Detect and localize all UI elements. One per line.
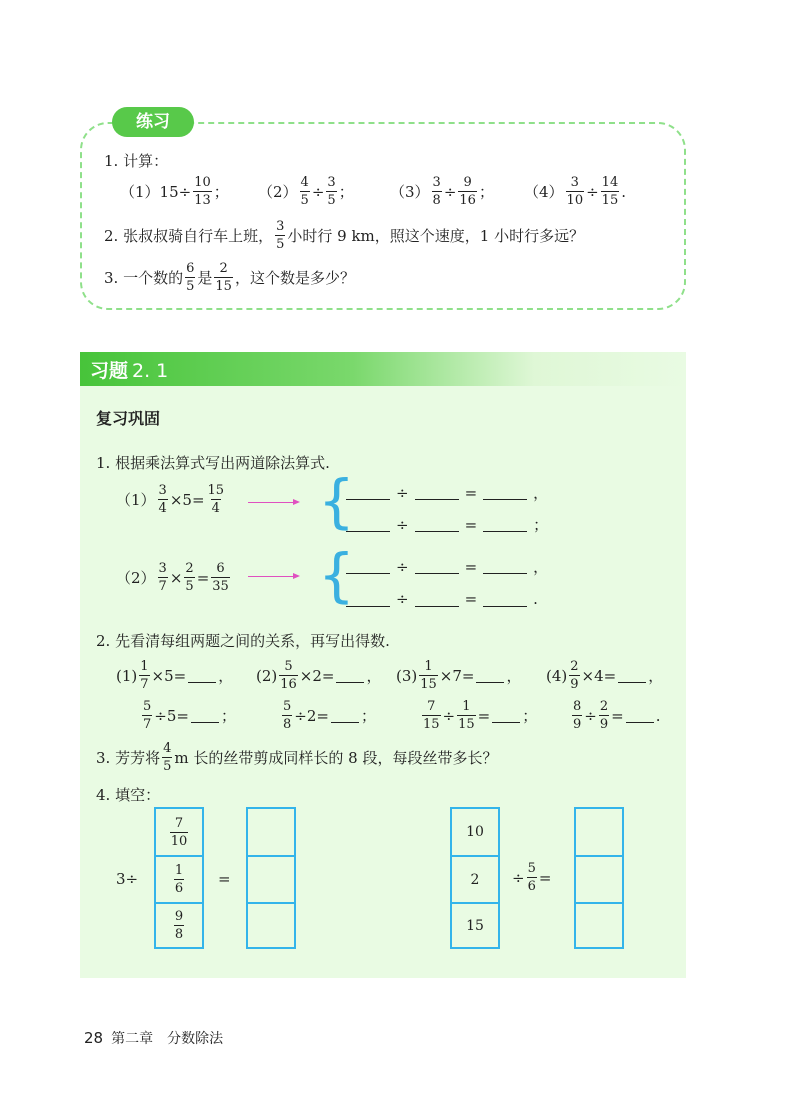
punct: ； — [220, 707, 236, 725]
fraction: $\frac{3}{4}$ — [158, 483, 167, 516]
operator: ÷ — [443, 182, 457, 201]
eq-sign: = — [464, 483, 478, 502]
answer-cell[interactable] — [248, 809, 294, 855]
punct: ， — [533, 484, 549, 502]
operator: ×7= — [439, 666, 475, 685]
punct: . — [655, 706, 661, 725]
fraction: $\frac{5}{7}$ — [143, 699, 152, 732]
q4-cell — [156, 855, 202, 902]
q2-item — [116, 660, 233, 691]
answer-cell[interactable] — [576, 855, 622, 902]
fraction: $\frac{5}{8}$ — [283, 699, 292, 732]
answer-blank[interactable] — [483, 485, 527, 500]
operator: ×4= — [581, 666, 617, 685]
answer-blank[interactable] — [483, 592, 527, 607]
fraction: $\frac{9}{8}$ — [174, 909, 184, 942]
fraction: $\frac{4}{5}$ — [163, 741, 172, 774]
fraction: $\frac{2}{9}$ — [599, 699, 609, 732]
eq-sign: = — [538, 868, 552, 887]
answer-blank[interactable] — [618, 668, 646, 683]
answer-blank[interactable] — [346, 485, 390, 500]
operator: ÷ — [584, 706, 597, 725]
chapter-label: 第二章 — [111, 1031, 154, 1047]
punct: ； — [338, 183, 354, 201]
eq-sign: = — [477, 706, 491, 725]
q2-item — [280, 700, 376, 731]
q4-left-answer-column — [246, 807, 296, 949]
fraction: $\frac{3}{10}$ — [566, 175, 584, 208]
answer-blank[interactable] — [492, 708, 520, 723]
practice-q1-item-1 — [120, 176, 229, 207]
q1-label-text: 1. 计算： — [104, 152, 169, 170]
answer-blank[interactable] — [346, 559, 390, 574]
item-index: （1） — [116, 491, 156, 509]
item-index: （2） — [258, 183, 298, 201]
section-heading: 复习巩固 — [96, 409, 161, 428]
q4-left-prefix: 3÷ — [116, 870, 139, 888]
punct: ； — [522, 707, 538, 725]
operator: ×5= — [151, 666, 187, 685]
operator: ÷ — [586, 182, 599, 201]
exercise-title — [90, 356, 168, 383]
answer-cell[interactable] — [576, 809, 622, 855]
answer-blank[interactable] — [415, 485, 459, 500]
fraction: $\frac{6}{5}$ — [186, 261, 195, 294]
punct: ， — [506, 667, 522, 685]
q3-text-post: ，这个数是多少？ — [234, 269, 355, 287]
answer-blank[interactable] — [476, 668, 504, 683]
fraction: $\frac{6}{35}$ — [212, 561, 229, 594]
practice-q1-item-3 — [390, 176, 494, 207]
div-sign: ÷ — [396, 483, 409, 502]
div-sign: ÷ — [512, 868, 525, 887]
div-sign: ÷ — [396, 515, 409, 534]
q2-item — [396, 660, 522, 691]
q4-cell: 2 — [452, 855, 498, 902]
fraction: $\frac{3}{5}$ — [327, 175, 336, 208]
q2-item — [570, 700, 661, 731]
answer-blank[interactable] — [626, 708, 654, 723]
answer-blank[interactable] — [336, 668, 364, 683]
answer-blank[interactable] — [346, 517, 390, 532]
fraction: $\frac{10}{13}$ — [194, 175, 211, 208]
exercise-title-text: 习题 — [90, 360, 129, 382]
answer-blank[interactable] — [331, 708, 359, 723]
fraction: $\frac{1}{15}$ — [420, 659, 437, 692]
punct: ， — [648, 667, 664, 685]
answer-cell[interactable] — [248, 855, 294, 902]
fraction: $\frac{1}{7}$ — [140, 659, 149, 692]
left-brace-icon: { — [318, 541, 355, 609]
answer-blank[interactable] — [188, 668, 216, 683]
q3-text-mid: 是 — [197, 269, 213, 287]
item-index: (4) — [546, 666, 568, 685]
fraction: $\frac{7}{15}$ — [423, 699, 440, 732]
answer-blank[interactable] — [415, 559, 459, 574]
eq-sign: = — [196, 568, 210, 587]
fraction: $\frac{8}{9}$ — [573, 699, 582, 732]
punct: ， — [218, 667, 234, 685]
item-index: （1） — [120, 183, 160, 201]
fraction: $\frac{14}{15}$ — [601, 175, 619, 208]
fraction: $\frac{5}{6}$ — [527, 861, 536, 894]
answer-blank[interactable] — [415, 517, 459, 532]
left-brace-icon: { — [318, 467, 355, 535]
q2-item — [256, 660, 382, 691]
q4-cell — [156, 902, 202, 947]
q4-cell — [156, 809, 202, 855]
q3-text-pre: 3. 一个数的 — [104, 269, 184, 287]
punct: ， — [366, 667, 382, 685]
answer-blank[interactable] — [415, 592, 459, 607]
arrow-icon — [248, 502, 298, 503]
punct: ， — [533, 558, 549, 576]
answer-cell[interactable] — [248, 902, 294, 947]
practice-tag: 练习 — [112, 107, 194, 137]
fraction: $\frac{15}{4}$ — [207, 483, 225, 516]
exercise-number: 2. 1 — [132, 360, 169, 382]
punct: ； — [478, 183, 494, 201]
operator: ÷ — [178, 182, 192, 201]
fraction: $\frac{5}{16}$ — [280, 659, 297, 692]
div-sign: ÷ — [396, 590, 409, 608]
fraction: $\frac{1}{15}$ — [458, 699, 475, 732]
eq-sign: = — [611, 706, 624, 725]
operator: ×2= — [299, 666, 335, 685]
q4-right-operator — [512, 862, 551, 893]
practice-q1-label — [104, 150, 168, 171]
item-index: （4） — [524, 183, 564, 201]
eq-sign: = — [464, 590, 478, 608]
q4-left-input-column — [154, 807, 204, 949]
page-number: 28 — [84, 1029, 104, 1047]
fraction: $\frac{3}{5}$ — [276, 219, 285, 252]
punct: . — [621, 182, 626, 201]
punct: ； — [533, 516, 549, 534]
punct: ； — [360, 707, 376, 725]
exercise-q2-label — [96, 630, 390, 651]
q3-text-pre: 3. 芳芳将 — [96, 749, 161, 767]
exercise-q1-part2 — [116, 562, 232, 593]
fraction: $\frac{4}{5}$ — [300, 175, 309, 208]
eq-sign: = — [218, 870, 231, 888]
chapter-title: 分数除法 — [167, 1031, 224, 1047]
division-row — [340, 514, 548, 535]
fraction: $\frac{9}{16}$ — [459, 175, 476, 208]
operator: ÷ — [311, 182, 325, 201]
division-row — [340, 556, 548, 577]
page-footer — [84, 1028, 223, 1048]
q2-item — [420, 700, 537, 731]
operator: ÷2= — [294, 706, 329, 725]
q4-cell: 10 — [466, 824, 484, 840]
fraction: $\frac{3}{7}$ — [158, 561, 167, 594]
q2-text-pre: 2. 张叔叔骑自行车上班， — [104, 227, 274, 245]
operator: ÷5= — [154, 706, 189, 725]
answer-blank[interactable] — [483, 517, 527, 532]
item-index: （2） — [116, 569, 156, 587]
exercise-q4-label — [96, 784, 160, 805]
q2-text-post: 小时行 9 km，照这个速度，1 小时行多远？ — [287, 227, 585, 245]
fraction: $\frac{2}{5}$ — [185, 561, 194, 594]
punct: . — [533, 590, 538, 608]
whole-number: 15 — [159, 182, 179, 201]
q2-item — [140, 700, 236, 731]
q4-label-text: 4. 填空： — [96, 786, 161, 804]
answer-blank[interactable] — [346, 592, 390, 607]
answer-blank[interactable] — [483, 559, 527, 574]
fraction: $\frac{2}{9}$ — [570, 659, 579, 692]
q4-cell: 15 — [452, 902, 498, 947]
div-sign: ÷ — [396, 557, 409, 576]
operator: ÷ — [442, 706, 456, 725]
item-index: （3） — [390, 183, 430, 201]
q2-item — [546, 660, 663, 691]
fraction: $\frac{7}{10}$ — [170, 815, 188, 849]
exercise-q1-part1 — [116, 484, 227, 515]
practice-q2 — [104, 220, 584, 251]
answer-blank[interactable] — [191, 708, 219, 723]
q1-label-text: 1. 根据乘法算式写出两道除法算式. — [96, 454, 330, 472]
practice-q1-item-4 — [524, 176, 626, 207]
division-row — [340, 482, 548, 503]
q4-right-answer-column — [574, 807, 624, 949]
q2-label-text: 2. 先看清每组两题之间的关系，再写出得数. — [96, 632, 390, 650]
fraction: $\frac{2}{15}$ — [215, 261, 232, 294]
exercise-q3 — [96, 742, 497, 773]
item-index: (2) — [256, 666, 278, 685]
eq-sign: = — [464, 557, 478, 576]
item-index: (3) — [396, 666, 418, 685]
practice-q1-item-2 — [258, 176, 354, 207]
eq-sign: = — [464, 515, 478, 534]
practice-q3 — [104, 262, 355, 293]
exercise-header-bar — [80, 352, 686, 386]
answer-cell[interactable] — [576, 902, 622, 947]
operator: × — [169, 568, 183, 587]
q3-text-post: m 长的丝带剪成同样长的 8 段，每段丝带多长？ — [174, 749, 498, 767]
item-index: (1) — [116, 666, 138, 685]
punct: ； — [213, 183, 229, 201]
q4-right-input-column — [450, 807, 500, 949]
fraction: $\frac{1}{6}$ — [174, 863, 184, 896]
operator: ×5= — [169, 490, 205, 509]
fraction: $\frac{3}{8}$ — [432, 175, 441, 208]
arrow-icon — [248, 576, 298, 577]
division-row — [340, 590, 538, 608]
exercise-q1-label — [96, 452, 330, 473]
